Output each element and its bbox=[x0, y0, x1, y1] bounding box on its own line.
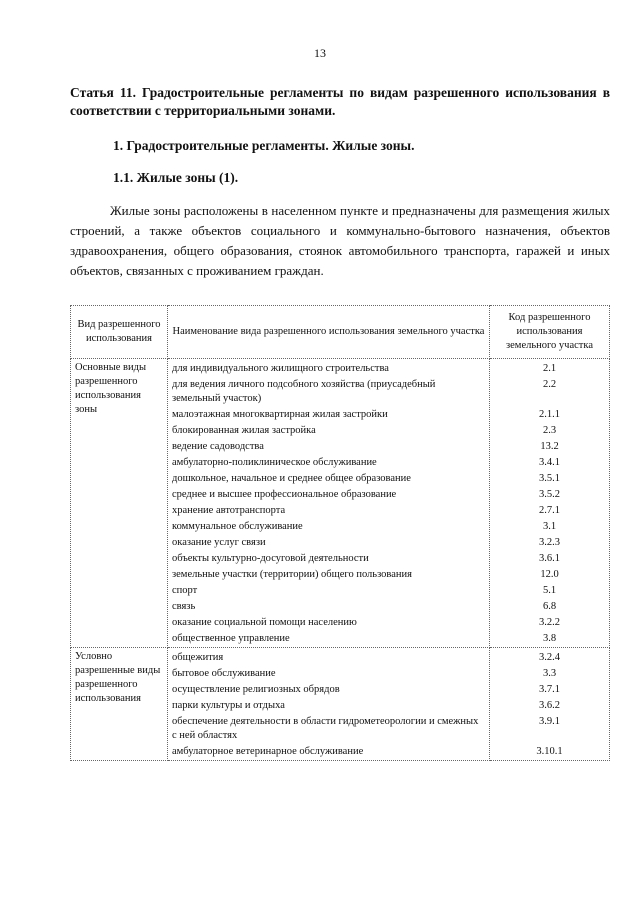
use-code: 3.5.2 bbox=[539, 489, 560, 500]
use-name: связь bbox=[172, 601, 196, 612]
use-name-cell bbox=[168, 648, 490, 761]
use-code: 2.1 bbox=[542, 363, 557, 374]
table-group-row bbox=[71, 359, 610, 648]
use-code-cell bbox=[490, 359, 610, 648]
use-name: для ведения личного подсобного хозяйства (приусадебный земельный участок) bbox=[172, 379, 436, 404]
use-name: обеспечение деятельности в области гидрометеорологии и смежных с ней областях bbox=[172, 716, 479, 741]
use-name: блокированная жилая застройка bbox=[172, 425, 316, 436]
regulations-table bbox=[70, 305, 610, 761]
use-code: 2.7.1 bbox=[539, 505, 560, 516]
use-code: 12.0 bbox=[540, 569, 559, 580]
use-code: 3.7.1 bbox=[539, 684, 560, 695]
use-code: 3.2.2 bbox=[539, 617, 560, 628]
subsection-heading: 1.1. Жилые зоны (1). bbox=[113, 170, 239, 185]
use-name: амбулаторное ветеринарное обслуживание bbox=[172, 746, 364, 757]
table-group-row bbox=[71, 648, 610, 761]
use-name: земельные участки (территории) общего пользования bbox=[172, 569, 412, 580]
use-name: коммунальное обслуживание bbox=[172, 521, 303, 532]
use-name: среднее и высшее профессиональное образование bbox=[172, 489, 397, 500]
group-label: Основные виды разрешенного использования зоны bbox=[71, 359, 168, 648]
use-name-cell bbox=[168, 359, 490, 648]
use-name: оказание социальной помощи населению bbox=[172, 617, 357, 628]
use-name: амбулаторно-поликлиническое обслуживание bbox=[172, 457, 377, 468]
use-code: 6.8 bbox=[542, 601, 557, 612]
use-code: 3.9.1 bbox=[539, 716, 560, 727]
use-code: 3.6.1 bbox=[539, 553, 560, 564]
use-code: 13.2 bbox=[540, 441, 559, 452]
header-use-code: Код разрешенного использования земельного участка bbox=[490, 306, 610, 359]
use-name: объекты культурно-досуговой деятельности bbox=[172, 553, 369, 564]
use-name: малоэтажная многоквартирная жилая застройки bbox=[172, 409, 388, 420]
table-header-row bbox=[71, 306, 610, 359]
header-use-type: Вид разрешенного использования bbox=[71, 306, 168, 359]
use-code: 3.2.4 bbox=[539, 652, 560, 663]
use-name: спорт bbox=[172, 585, 198, 596]
section-heading: 1. Градостроительные регламенты. Жилые зоны. bbox=[113, 138, 415, 153]
use-code: 3.4.1 bbox=[539, 457, 560, 468]
page-number: 13 bbox=[314, 46, 326, 60]
use-name: осуществление религиозных обрядов bbox=[172, 684, 340, 695]
use-code: 2.2 bbox=[542, 379, 557, 390]
use-code: 5.1 bbox=[542, 585, 557, 596]
use-code: 3.3 bbox=[542, 668, 557, 679]
use-code: 2.3 bbox=[542, 425, 557, 436]
use-name: ведение садоводства bbox=[172, 441, 264, 452]
use-name: оказание услуг связи bbox=[172, 537, 266, 548]
use-code: 3.1 bbox=[542, 521, 557, 532]
group-label: Условно разрешенные виды разрешенного использования bbox=[71, 648, 168, 761]
use-code: 3.2.3 bbox=[539, 537, 560, 548]
intro-paragraph: Жилые зоны расположены в населенном пункте и предназначены для размещения жилых строений, а также объектов социального и коммунально-бытового назначения, объектов здравоохранения, общего образования, стоянок автомобильного транспорта, гаражей и иных объектов, связанных с проживанием граждан. bbox=[70, 203, 610, 278]
use-code-cell bbox=[490, 648, 610, 761]
use-name: бытовое обслуживание bbox=[172, 668, 276, 679]
use-code: 3.8 bbox=[542, 633, 557, 644]
use-name: для индивидуального жилищного строительства bbox=[172, 363, 389, 374]
use-code: 2.1.1 bbox=[539, 409, 560, 420]
use-name: парки культуры и отдыха bbox=[172, 700, 285, 711]
use-name: дошкольное, начальное и среднее общее образование bbox=[172, 473, 411, 484]
use-code: 3.5.1 bbox=[539, 473, 560, 484]
header-use-name: Наименование вида разрешенного использования земельного участка bbox=[168, 306, 490, 359]
article-heading: Статья 11. Градостроительные регламенты по видам разрешенного использования в соответствии с территориальными зонами. bbox=[70, 85, 610, 118]
use-name: общественное управление bbox=[172, 633, 290, 644]
use-code: 3.6.2 bbox=[539, 700, 560, 711]
use-code: 3.10.1 bbox=[536, 746, 563, 757]
use-name: общежития bbox=[172, 652, 224, 663]
use-name: хранение автотранспорта bbox=[172, 505, 286, 516]
